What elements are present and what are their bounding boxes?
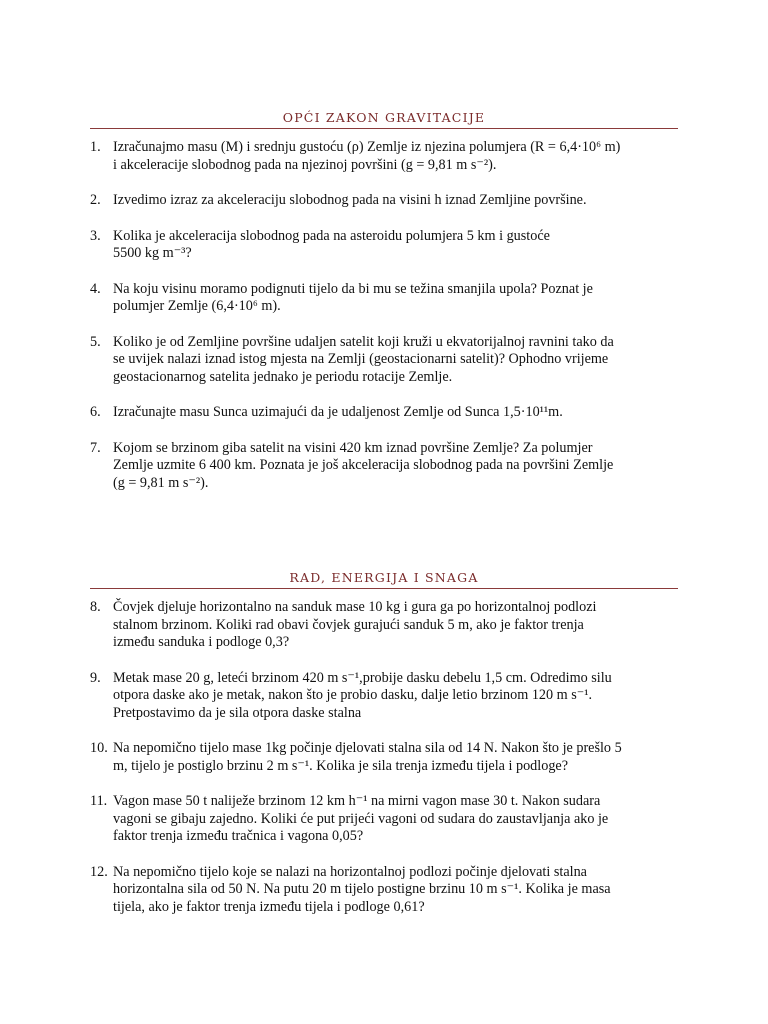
problem-line: faktor trenja između tračnica i vagona 0,05? [113, 828, 364, 844]
problem-number: 11. [90, 793, 108, 809]
problem-item [90, 228, 678, 263]
problem-line: Kojom se brzinom giba satelit na visini 420 km iznad površine Zemlje? Za polumjer [113, 439, 593, 456]
problem-line: između sanduka i podloge 0,3? [113, 634, 290, 650]
problem-line: Vagon mase 50 t naliježe brzinom 12 km h⁻¹ na mirni vagon mase 30 t. Nakon sudara [113, 793, 601, 809]
problem-number: 12. [90, 863, 108, 880]
problem-number: 6. [90, 404, 101, 420]
problem-line: Pretpostavimo da je sila otpora daske stalna [113, 704, 362, 721]
problem-line: 5500 kg m⁻³? [113, 245, 192, 261]
problem-item [90, 334, 678, 387]
problem-number: 7. [90, 439, 101, 456]
problem-number: 2. [90, 192, 101, 208]
problem-line: m, tijelo je postiglo brzinu 2 m s⁻¹. Kolika je sila trenja između tijela i podloge? [113, 757, 569, 774]
section-title: RAD, ENERGIJA I SNAGA [289, 570, 479, 585]
problem-item [90, 440, 678, 493]
problem-item [90, 192, 678, 210]
problem-item [90, 281, 678, 316]
problem-line: Na nepomično tijelo mase 1kg počinje djelovati stalna sila od 14 N. Nakon što je prešlo 5 [113, 740, 622, 756]
problem-list [90, 599, 678, 916]
problem-line: (g = 9,81 m s⁻²). [113, 474, 209, 491]
problem-line: Na koju visinu moramo podignuti tijelo da bi mu se težina smanjila upola? Poznat je [113, 280, 593, 297]
section-heading [90, 570, 678, 589]
problem-number: 3. [90, 227, 101, 244]
problem-line: tijela, ako je faktor trenja između tijela i podloge 0,61? [113, 898, 425, 915]
problem-item [90, 740, 678, 775]
problem-number: 9. [90, 669, 101, 686]
problem-text [113, 404, 678, 422]
problem-line: i akceleracije slobodnog pada na njezinoj površini (g = 9,81 m s⁻²). [113, 156, 497, 173]
problem-line: geostacionarnog satelita jednako je periodu rotacije Zemlje. [113, 368, 453, 385]
problem-number: 4. [90, 280, 101, 297]
problem-number: 5. [90, 333, 101, 350]
problem-line: Zemlje uzmite 6 400 km. Poznata je još akceleracija slobodnog pada na površini Zemlje [113, 457, 614, 473]
section-gravitation [90, 110, 678, 510]
problem-text [113, 139, 678, 174]
problem-line: Izračunajte masu Sunca uzimajući da je udaljenost Zemlje od Sunca 1,5·10¹¹m. [113, 404, 563, 420]
problem-item [90, 404, 678, 422]
problem-line: stalnom brzinom. Koliki rad obavi čovjek gurajući sanduk 5 m, ako je faktor trenja [113, 616, 584, 633]
problem-item [90, 793, 678, 846]
problem-text [113, 281, 678, 316]
problem-list [90, 139, 678, 492]
problem-line: polumjer Zemlje (6,4·10⁶ m). [113, 298, 281, 314]
problem-line: vagoni se gibaju zajedno. Koliki će put prijeći vagoni od sudara do zaustavljanja ako je [113, 810, 609, 827]
problem-item [90, 670, 678, 723]
problem-item [90, 599, 678, 652]
problem-text [113, 440, 678, 493]
problem-line: otpora daske ako je metak, nakon što je probio dasku, dalje letio brzinom 120 m s⁻¹. [113, 687, 593, 703]
problem-text [113, 740, 678, 775]
section-heading [90, 110, 678, 129]
problem-text [113, 334, 678, 387]
problem-number: 8. [90, 599, 101, 615]
section-work-energy-power [90, 570, 678, 934]
problem-line: Kolika je akceleracija slobodnog pada na asteroidu polumjera 5 km i gustoće [113, 227, 550, 244]
problem-text [113, 864, 678, 917]
problem-line: Koliko je od Zemljine površine udaljen satelit koji kruži u ekvatorijalnoj ravnini tako da [113, 333, 614, 350]
problem-text [113, 670, 678, 723]
problem-text [113, 192, 678, 210]
problem-line: Izračunajmo masu (M) i srednju gustoću (ρ) Zemlje iz njezina polumjera (R = 6,4·10⁶ m) [113, 139, 621, 155]
problem-line: Metak mase 20 g, leteći brzinom 420 m s⁻¹,probije dasku debelu 1,5 cm. Odredimo silu [113, 669, 612, 686]
problem-line: horizontalna sila od 50 N. Na putu 20 m tijelo postigne brzinu 10 m s⁻¹. Kolika je masa [113, 881, 611, 897]
problem-line: se uvijek nalazi iznad istog mjesta na Zemlji (geostacionarni satelit)? Ophodno vrijeme [113, 351, 609, 367]
problem-text [113, 228, 678, 263]
problem-number: 10. [90, 740, 108, 756]
problem-item [90, 139, 678, 174]
problem-text [113, 599, 678, 652]
section-title: OPĆI ZAKON GRAVITACIJE [282, 110, 486, 125]
problem-item [90, 864, 678, 917]
problem-line: Na nepomično tijelo koje se nalazi na horizontalnoj podlozi počinje djelovati stalna [113, 863, 587, 880]
problem-line: Izvedimo izraz za akceleraciju slobodnog pada na visini h iznad Zemljine površine. [113, 192, 587, 208]
problem-text [113, 793, 678, 846]
problem-number: 1. [90, 139, 101, 155]
problem-line: Čovjek djeluje horizontalno na sanduk mase 10 kg i gura ga po horizontalnoj podlozi [113, 599, 597, 615]
